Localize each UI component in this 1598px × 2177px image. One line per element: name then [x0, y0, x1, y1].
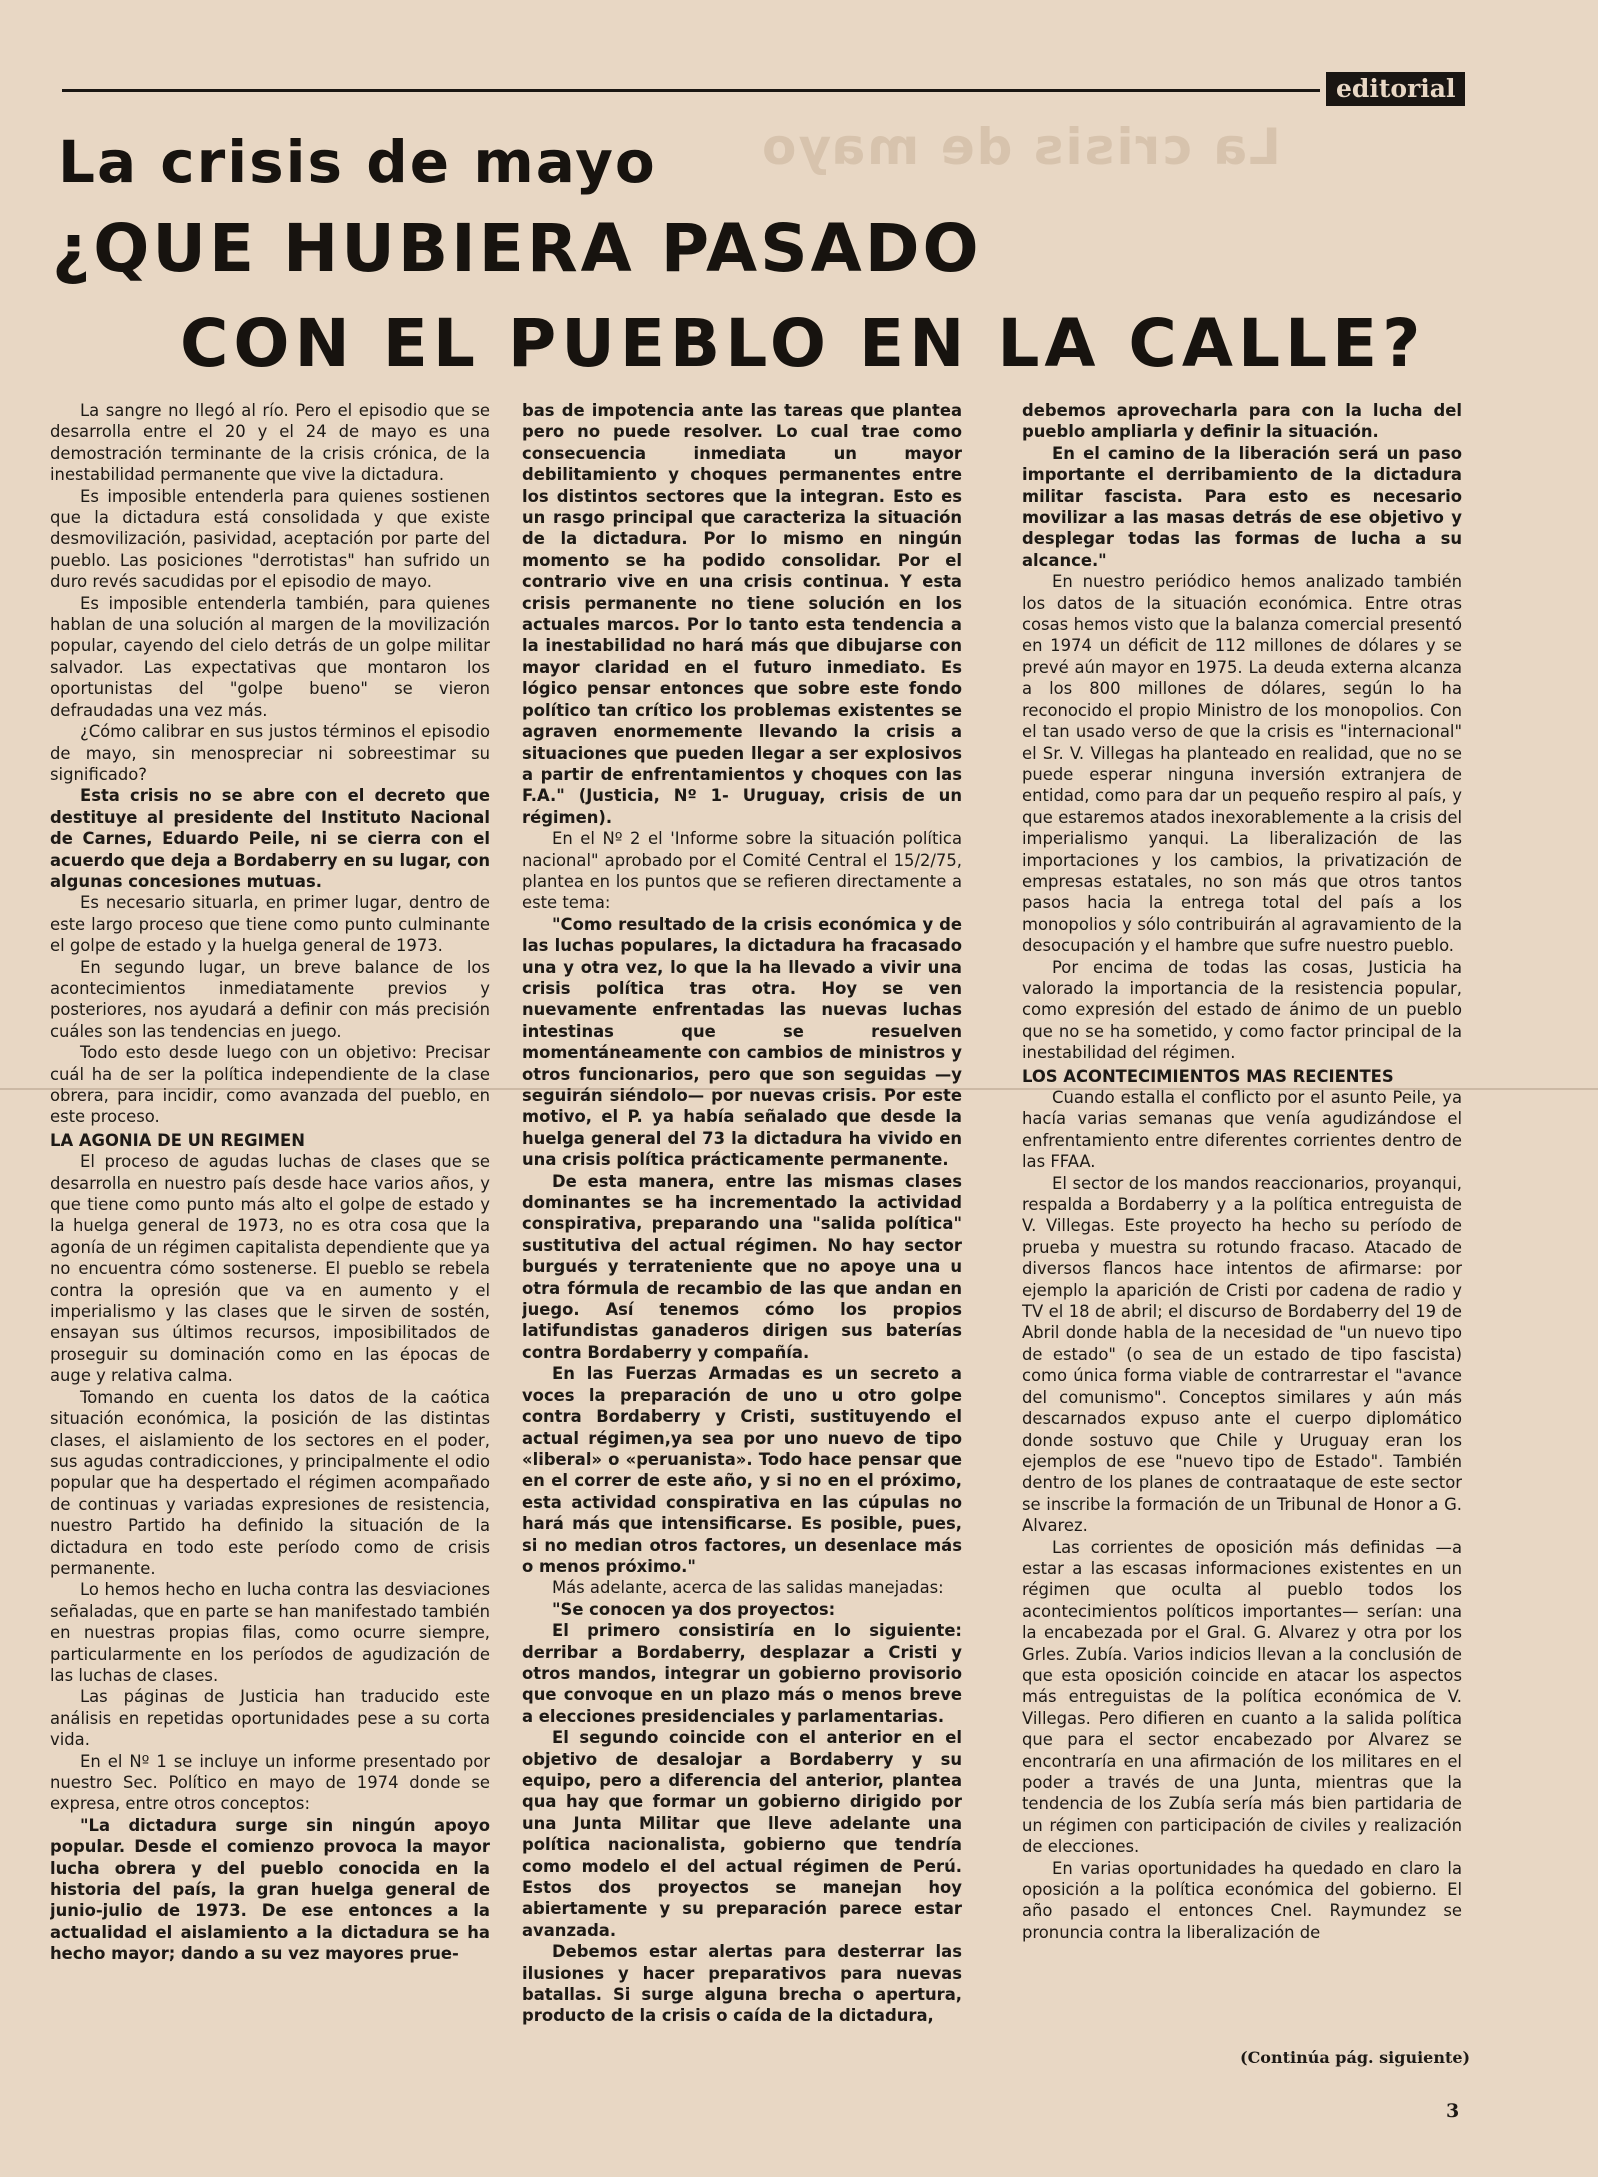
- paragraph: Las páginas de Justicia han traducido este análisis en repetidas oportunidades pese a su corta vida.: [50, 1687, 490, 1750]
- paragraph: El proceso de agudas luchas de clases que se desarrolla en nuestro país desde hace varios años, y que tiene como punto más alto el golpe de estado y la huelga general de 1973, no es otra cosa que la agonía de un régimen capitalista dependiente que ya no encuentra cómo sostenerse. El pueblo se rebela contra la opresión que va en aumento y el imperialismo y las clases que le sirven de sostén, ensayan sus últimos recursos, imposibilitados de proseguir su dominación como en las épocas de auge y relativa calma.: [50, 1152, 490, 1386]
- quote-paragraph: El segundo coincide con el anterior en el objetivo de desalojar a Bordaberry y su equipo, pero a diferencia del anterior, plantea qua hay que formar un gobierno dirigido por una Junta Militar que lleve adelante una política nacionalista, gobierno que tendría como modelo el del actual régimen de Perú. Estos dos proyectos se manejan hoy abiertamente y su preparación parece estar avanzada.: [522, 1728, 962, 1940]
- article-column-2: [522, 400, 962, 2065]
- paragraph: En varias oportunidades ha quedado en claro la oposición a la política económica del gobierno. El año pasado el entonces Cnel. Raymundez se pronuncia contra la liberalización de: [1022, 1858, 1462, 1942]
- article-column-3: [1022, 400, 1462, 2065]
- paragraph: ¿Cómo calibrar en sus justos términos el episodio de mayo, sin menospreciar ni sobreestimar su significado?: [50, 722, 490, 784]
- bleed-through-text: La crisis de mayo: [760, 118, 1281, 176]
- headline-line-2: ¿QUE HUBIERA PASADO: [52, 210, 982, 287]
- paragraph: En segundo lugar, un breve balance de los acontecimientos inmediatamente previos y posteriores, nos ayudará a definir con más precisión cuáles son las tendencias en juego.: [50, 957, 490, 1041]
- quote-paragraph: "Como resultado de la crisis económica y de las luchas populares, la dictadura ha fracasado una y otra vez, lo que la ha llevado a vivir una crisis política tras otra. Hoy se ven nuevamente enfrentadas las nuevas luchas intestinas que se resuelven momentáneamente con cambios de ministros y otros funcionarios, pero que son seguidas —y seguirán siéndolo— por nuevas crisis. Por este motivo, el P. ya había señalado que desde la huelga general del 73 la dictadura ha vivido en una crisis política prácticamente permanente.: [522, 914, 962, 1170]
- quote-paragraph: En el camino de la liberación será un paso importante el derribamiento de la dictadura militar fascista. Para esto es necesario movilizar a las masas detrás de ese objetivo y desplegar todas las formas de lucha a su alcance.": [1022, 443, 1462, 570]
- quote-paragraph: En las Fuerzas Armadas es un secreto a voces la preparación de uno u otro golpe contra Bordaberry y Cristi, sustituyendo el actual régimen,ya sea por uno nuevo de tipo «liberal» o «peruanista». Todo hace pensar que en el correr de este año, y si no en el próximo, esta actividad conspirativa en las cúpulas no hará más que intensificarse. Es posible, pues, si no median otros factores, un desenlace más o menos próximo.": [522, 1364, 962, 1576]
- paragraph: Por encima de todas las cosas, Justicia ha valorado la importancia de la resistencia popular, como expresión del estado de ánimo de un pueblo que no se ha sometido, y como factor principal de la inestabilidad del régimen.: [1022, 957, 1462, 1063]
- article-column-1: [50, 400, 490, 2065]
- paragraph: Todo esto desde luego con un objetivo: Precisar cuál ha de ser la política independiente de la clase obrera, para incidir, como avanzada del pueblo, en este proceso.: [50, 1043, 490, 1127]
- quote-paragraph: "Se conocen ya dos proyectos:: [552, 1599, 836, 1619]
- quote-paragraph: debemos aprovecharla para con la lucha del pueblo ampliarla y definir la situación.: [1022, 401, 1462, 442]
- quote-paragraph: bas de impotencia ante las tareas que plantea pero no puede resolver. Lo cual trae como consecuencia inmediata un mayor debilitamiento y choques permanentes entre los distintos sectores que la integran. Esto es un rasgo principal que caracteriza la situación de la dictadura. Por lo mismo en ningún momento se ha podido consolidar. Por el contrario vive en una crisis continua. Y esta crisis permanente no tiene solución en los actuales marcos. Por lo tanto esta tendencia a la inestabilidad no hará más que dibujarse con mayor claridad en el futuro inmediato. Es lógico pensar entonces que sobre este fondo político tan crítico los problemas existentes se agraven enormemente llevando la crisis a situaciones que pueden llegar a ser explosivos a partir de enfrentamientos y choques con las F.A." (Justicia, Nº 1- Uruguay, crisis de un régimen).: [522, 401, 962, 827]
- continued-note: (Continúa pág. siguiente): [1240, 2048, 1471, 2067]
- paragraph: Es imposible entenderla para quienes sostienen que la dictadura está consolidada y que existe desmovilización, pasividad, aceptación por parte del pueblo. Las posiciones "derrotistas" han sufrido un duro revés sacudidas por el episodio de mayo.: [50, 486, 490, 592]
- quote-paragraph: "La dictadura surge sin ningún apoyo popular. Desde el comienzo provoca la mayor lucha obrera y del pueblo conocida en la historia del país, la gran huelga general de junio-julio de 1973. De ese entonces a la actualidad el aislamiento a la dictadura se ha hecho mayor; dando a su vez mayores prue-: [50, 1815, 490, 1964]
- header-rule: [62, 89, 1320, 92]
- paragraph: Es necesario situarla, en primer lugar, dentro de este largo proceso que tiene como punto culminante el golpe de estado y la huelga general de 1973.: [50, 893, 490, 956]
- quote-paragraph: Debemos estar alertas para desterrar las ilusiones y hacer preparativos para nuevas batallas. Si surge alguna brecha o apertura, producto de la crisis o caída de la dictadura,: [522, 1942, 962, 2026]
- paragraph: Las corrientes de oposición más definidas —a estar a las escasas informaciones existentes en un régimen que oculta al pueblo todos los acontecimientos políticos importantes— serían: una la encabezada por el Gral. G. Alvarez y otra por los Grles. Zubía. Varios indicios llevan a la conclusión de que esta oposición coincide en atacar los aspectos más entreguistas de la política económica de V. Villegas. Pero difieren en cuanto a la salida política que para el sector encabezado por Alvarez se encontraría en una afirmación de los militares en el poder a través de una Junta, mientras que la tendencia de los Zubía sería más bien partidaria de un régimen con participación de civiles y realización de elecciones.: [1022, 1537, 1462, 1857]
- paragraph: El sector de los mandos reaccionarios, proyanqui, respalda a Bordaberry y a la política entreguista de V. Villegas. Este proyecto ha hecho su período de prueba y muestra su rotundo fracaso. Atacado de diversos flancos hace intentos de afirmarse: por ejemplo la aparición de Cristi por cadena de radio y TV el 18 de abril; el discurso de Bordaberry del 19 de Abril donde habla de la necesidad de "un nuevo tipo de estado" (o sea de un estado de tipo fascista) como única forma viable de contrarrestar el "avance del comunismo". Conceptos similares y aún más descarnados expuso ante el cuerpo diplomático donde sostuvo que Chile y Uruguay eran los ejemplos de ese "nuevo tipo de Estado". También dentro de los planes de contraataque de este sector se inscribe la formación de un Tribunal de Honor a G. Alvarez.: [1022, 1173, 1462, 1536]
- quote-paragraph: El primero consistiría en lo siguiente: derribar a Bordaberry, desplazar a Cristi y otros mandos, integrar un gobierno provisorio que convoque en un plazo más o menos breve a elecciones presidenciales y parlamentarias.: [522, 1621, 962, 1726]
- paragraph: La sangre no llegó al río. Pero el episodio que se desarrolla entre el 20 y el 24 de mayo es una demostración terminante de la crisis crónica, de la inestabilidad permanente que vive la dictadura.: [50, 401, 490, 485]
- subheading: LOS ACONTECIMIENTOS MAS RECIENTES: [1022, 1066, 1394, 1086]
- paragraph: En el Nº 1 se incluye un informe presentado por nuestro Sec. Político en mayo de 1974 donde se expresa, entre otros conceptos:: [50, 1751, 490, 1814]
- headline-line-3: CON EL PUEBLO EN LA CALLE?: [180, 305, 1426, 382]
- paragraph: Cuando estalla el conflicto por el asunto Peile, ya hacía varias semanas que venía agudizándose el enfrentamiento entre diferentes corrientes dentro de las FFAA.: [1022, 1088, 1462, 1172]
- paragraph: Esta crisis no se abre con el decreto que destituye al presidente del Instituto Nacional de Carnes, Eduardo Peile, ni se cierra con el acuerdo que deja a Bordaberry en su lugar, con algunas concesiones mutuas.: [50, 786, 490, 891]
- paragraph: Es imposible entenderla también, para quienes hablan de una solución al margen de la movilización popular, cayendo del cielo detrás de un golpe militar salvador. Las expectativas que montaron los oportunistas del "golpe bueno" se vieron defraudadas una vez más.: [50, 593, 490, 720]
- paragraph: Tomando en cuenta los datos de la caótica situación económica, la posición de las distintas clases, el aislamiento de los sectores en el poder, sus agudas contradicciones, y principalmente el odio popular que ha despertado el régimen acompañado de continuas y variadas expresiones de resistencia, nuestro Partido ha definido la situación de la dictadura en todo este período como de crisis permanente.: [50, 1387, 490, 1578]
- quote-paragraph: De esta manera, entre las mismas clases dominantes se ha incrementado la actividad conspirativa, preparando una "salida política" sustitutiva del actual régimen. No hay sector burgués y terrateniente que no apoye una u otra fórmula de recambio de las que andan en juego. Así tenemos cómo los propios latifundistas ganaderos dirigen sus baterías contra Bordaberry y compañía.: [522, 1171, 962, 1362]
- paragraph: Lo hemos hecho en lucha contra las desviaciones señaladas, que en parte se han manifestado también en nuestras propias filas, como ocurre siempre, particularmente en los períodos de agudización de las luchas de clases.: [50, 1580, 490, 1685]
- page-number: 3: [1446, 2100, 1460, 2122]
- section-tag: editorial: [1326, 72, 1465, 106]
- headline-line-1: La crisis de mayo: [58, 128, 657, 196]
- paragraph: En el Nº 2 el 'Informe sobre la situación política nacional" aprobado por el Comité Central el 15/2/75, plantea en los puntos que se refieren directamente a este tema:: [522, 829, 962, 913]
- paragraph: En nuestro periódico hemos analizado también los datos de la situación económica. Entre otras cosas hemos visto que la balanza comercial presentó en 1974 un déficit de 112 millones de dólares y se prevé aún mayor en 1975. La deuda externa alcanza a los 800 millones de dólares, según lo ha reconocido el propio Ministro de los monopolios. Con el tan usado verso de que la crisis es "internacional" el Sr. V. Villegas ha planteado en realidad, que no se puede esperar ninguna inversión extranjera de entidad, como para dar un pequeño respiro al país, y que estaremos atados inexorablemente a la crisis del imperialismo yanqui. La liberalización de las importaciones y los cambios, la privatización de empresas estatales, no son más que otros tantos pasos hacia la entrega total del país a los monopolios y sólo contribuirán al agravamiento de la desocupación y el hambre que sufre nuestro pueblo.: [1022, 572, 1462, 956]
- paragraph: Más adelante, acerca de las salidas manejadas:: [552, 1578, 944, 1598]
- subheading: LA AGONIA DE UN REGIMEN: [50, 1130, 305, 1150]
